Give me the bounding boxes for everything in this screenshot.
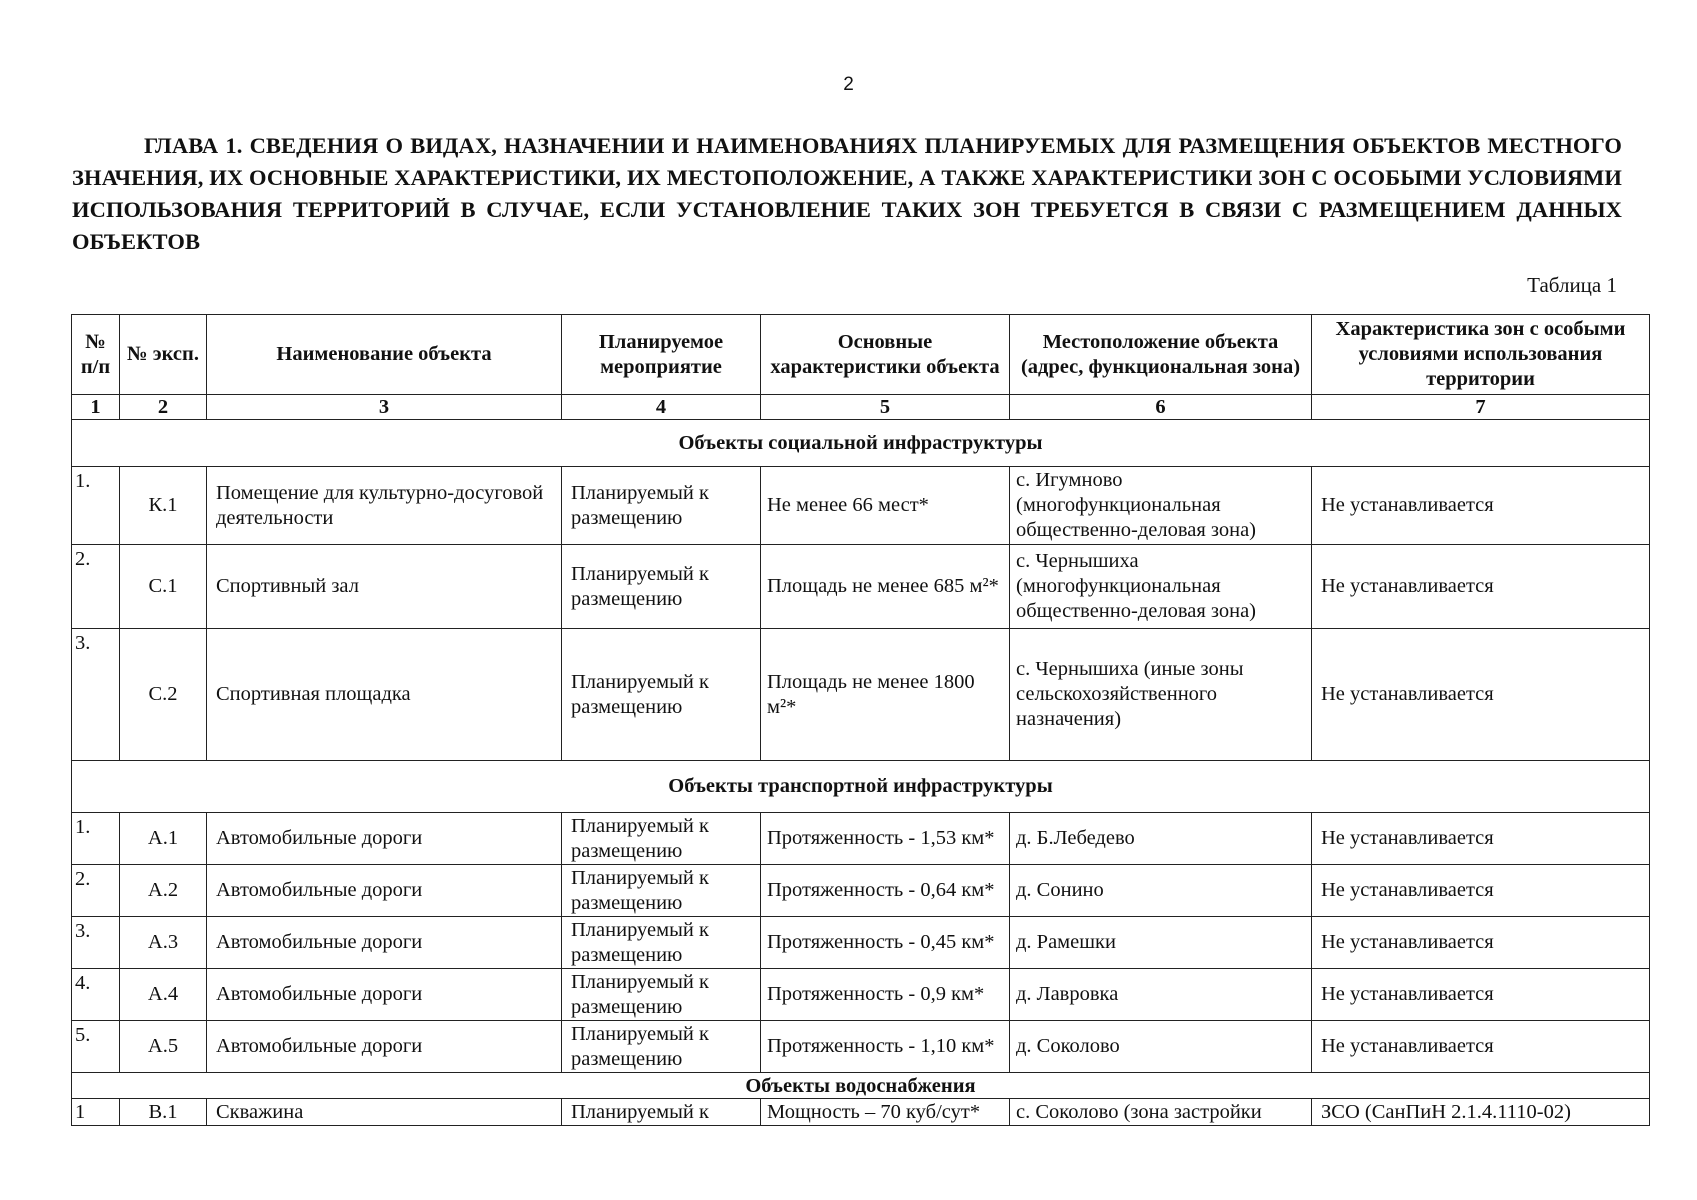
object-location: с. Чернышиха (многофункциональная общественно-деловая зона) [1010, 545, 1312, 629]
planned-action: Планируемый к размещению [562, 1021, 761, 1073]
object-characteristics: Не менее 66 мест* [761, 467, 1010, 545]
section-title: Объекты социальной инфраструктуры [72, 420, 1650, 467]
object-location: д. Соколово [1010, 1021, 1312, 1073]
exp-number: К.1 [120, 467, 207, 545]
planned-action: Планируемый к размещению [562, 545, 761, 629]
column-number-row [72, 395, 1650, 420]
row-number: 1. [72, 813, 120, 865]
table-row [72, 865, 1650, 917]
planned-action: Планируемый к размещению [562, 467, 761, 545]
object-name: Автомобильные дороги [207, 969, 562, 1021]
column-number: 6 [1010, 395, 1312, 420]
zone-characteristics: Не устанавливается [1312, 917, 1650, 969]
zone-characteristics: Не устанавливается [1312, 969, 1650, 1021]
planned-action: Планируемый к [562, 1099, 761, 1126]
planned-action: Планируемый к размещению [562, 969, 761, 1021]
object-characteristics: Мощность – 70 куб/сут* [761, 1099, 1010, 1126]
planned-objects-table [71, 314, 1650, 1126]
object-name: Спортивная площадка [207, 629, 562, 761]
object-location: с. Чернышиха (иные зоны сельскохозяйственного назначения) [1010, 629, 1312, 761]
row-number: 5. [72, 1021, 120, 1073]
table-row [72, 1021, 1650, 1073]
table-row [72, 545, 1650, 629]
table-row [72, 969, 1650, 1021]
column-number: 4 [562, 395, 761, 420]
exp-number: А.2 [120, 865, 207, 917]
object-location: д. Рамешки [1010, 917, 1312, 969]
column-number: 2 [120, 395, 207, 420]
section-row [72, 761, 1650, 813]
header-cell: Местоположение объекта (адрес, функциональная зона) [1010, 315, 1312, 395]
zone-characteristics: Не устанавливается [1312, 1021, 1650, 1073]
object-name: Помещение для культурно-досуговой деятельности [207, 467, 562, 545]
table-header-row [72, 315, 1650, 395]
exp-number: С.2 [120, 629, 207, 761]
table-row [72, 629, 1650, 761]
row-number: 3. [72, 917, 120, 969]
table-row [72, 1099, 1650, 1126]
object-name: Автомобильные дороги [207, 813, 562, 865]
exp-number: А.5 [120, 1021, 207, 1073]
column-number: 1 [72, 395, 120, 420]
object-name: Автомобильные дороги [207, 917, 562, 969]
object-characteristics: Протяженность - 0,64 км* [761, 865, 1010, 917]
section-row [72, 1073, 1650, 1099]
planned-action: Планируемый к размещению [562, 813, 761, 865]
section-row [72, 420, 1650, 467]
table-row [72, 467, 1650, 545]
zone-characteristics: Не устанавливается [1312, 865, 1650, 917]
zone-characteristics: Не устанавливается [1312, 629, 1650, 761]
zone-characteristics: Не устанавливается [1312, 545, 1650, 629]
row-number: 2. [72, 545, 120, 629]
header-cell: Планируемое мероприятие [562, 315, 761, 395]
object-location: д. Лавровка [1010, 969, 1312, 1021]
exp-number: А.1 [120, 813, 207, 865]
planned-action: Планируемый к размещению [562, 917, 761, 969]
exp-number: С.1 [120, 545, 207, 629]
row-number: 2. [72, 865, 120, 917]
row-number: 4. [72, 969, 120, 1021]
section-title: Объекты транспортной инфраструктуры [72, 761, 1650, 813]
table-caption: Таблица 1 [1527, 273, 1617, 297]
header-cell: Основные характеристики объекта [761, 315, 1010, 395]
column-number: 7 [1312, 395, 1650, 420]
object-characteristics: Протяженность - 0,9 км* [761, 969, 1010, 1021]
zone-characteristics: Не устанавливается [1312, 813, 1650, 865]
zone-characteristics: Не устанавливается [1312, 467, 1650, 545]
object-location: с. Игумново (многофункциональная общественно-деловая зона) [1010, 467, 1312, 545]
object-name: Скважина [207, 1099, 562, 1126]
header-cell: Характеристика зон с особыми условиями использования территории [1312, 315, 1650, 395]
row-number: 3. [72, 629, 120, 761]
row-number: 1. [72, 467, 120, 545]
table-row [72, 917, 1650, 969]
object-name: Автомобильные дороги [207, 1021, 562, 1073]
object-name: Спортивный зал [207, 545, 562, 629]
column-number: 5 [761, 395, 1010, 420]
object-characteristics: Площадь не менее 685 м²* [761, 545, 1010, 629]
object-location: с. Соколово (зона застройки [1010, 1099, 1312, 1126]
section-title: Объекты водоснабжения [72, 1073, 1650, 1099]
chapter-title: ГЛАВА 1. СВЕДЕНИЯ О ВИДАХ, НАЗНАЧЕНИИ И НАИМЕНОВАНИЯХ ПЛАНИРУЕМЫХ ДЛЯ РАЗМЕЩЕНИЯ ОБЪЕКТОВ МЕСТНОГО ЗНАЧЕНИЯ, ИХ ОСНОВНЫЕ ХАРАКТЕРИСТИКИ, ИХ МЕСТОПОЛОЖЕНИЕ, А ТАКЖЕ ХАРАКТЕРИСТИКИ ЗОН С ОСОБЫМИ УСЛОВИЯМИ ИСПОЛЬЗОВАНИЯ ТЕРРИТОРИЙ В СЛУЧАЕ, ЕСЛИ УСТАНОВЛЕНИЕ ТАКИХ ЗОН ТРЕБУЕТСЯ В СВЯЗИ С РАЗМЕЩЕНИЕМ ДАННЫХ ОБЪЕКТОВ [72, 133, 1622, 254]
planned-action: Планируемый к размещению [562, 629, 761, 761]
exp-number: А.3 [120, 917, 207, 969]
planned-action: Планируемый к размещению [562, 865, 761, 917]
object-characteristics: Протяженность - 1,10 км* [761, 1021, 1010, 1073]
exp-number: В.1 [120, 1099, 207, 1126]
table-row [72, 813, 1650, 865]
column-number: 3 [207, 395, 562, 420]
header-cell: № эксп. [120, 315, 207, 395]
object-location: д. Сонино [1010, 865, 1312, 917]
header-cell: Наименование объекта [207, 315, 562, 395]
row-number: 1 [72, 1099, 120, 1126]
object-characteristics: Площадь не менее 1800 м²* [761, 629, 1010, 761]
zone-characteristics: ЗСО (СанПиН 2.1.4.1110-02) [1312, 1099, 1650, 1126]
header-cell: № п/п [72, 315, 120, 395]
object-characteristics: Протяженность - 1,53 км* [761, 813, 1010, 865]
object-location: д. Б.Лебедево [1010, 813, 1312, 865]
object-name: Автомобильные дороги [207, 865, 562, 917]
object-characteristics: Протяженность - 0,45 км* [761, 917, 1010, 969]
exp-number: А.4 [120, 969, 207, 1021]
page-number: 2 [843, 74, 854, 95]
